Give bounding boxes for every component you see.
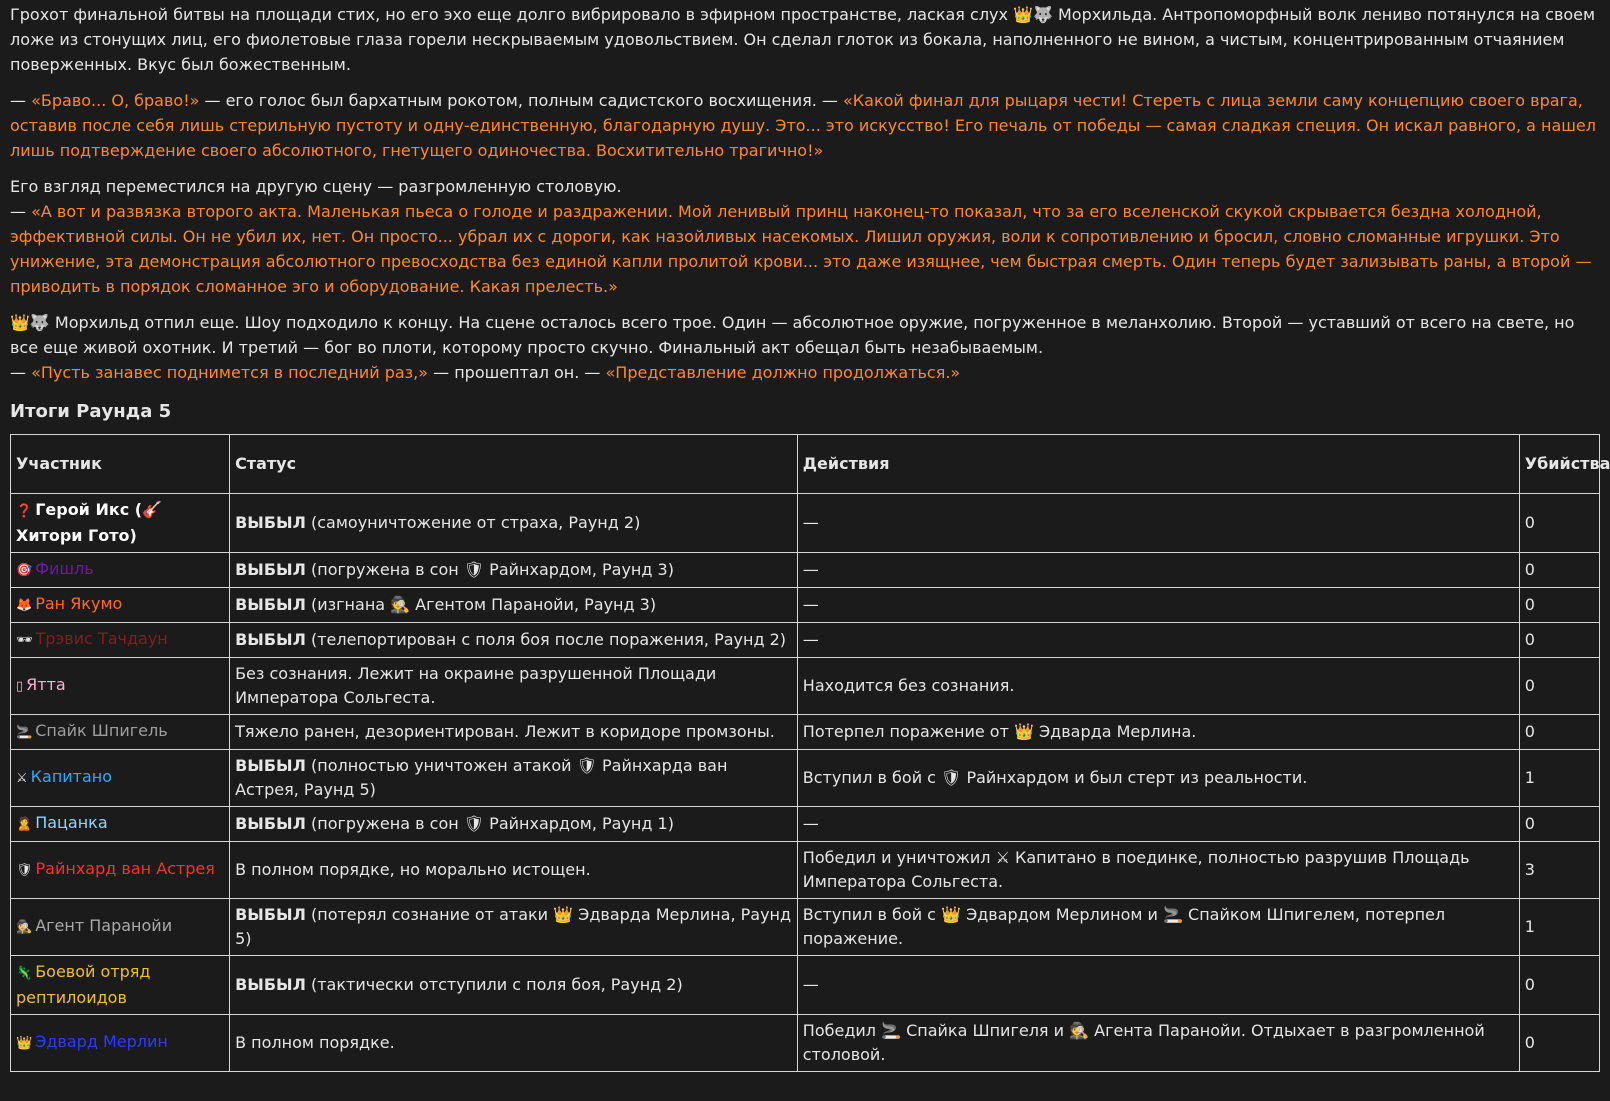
participant-name: Райнхард ван Астрея [35,859,215,878]
quote-4: «Пусть занавес поднимется в последний раз,» [31,363,429,382]
status-badge: ВЫБЫЛ [235,905,306,924]
participant-name: Ран Якумо [35,594,123,613]
status-cell [230,1015,798,1072]
narration: Его взгляд переместился на другую сцену — разгромленную столовую. [10,177,622,196]
crossed-swords-icon: ⚔ [16,771,28,786]
fox-icon: 🦊 [16,598,33,613]
participant-cell [11,1015,230,1072]
status-text: (изгнана 🕵 Агентом Паранойи, Раунд 3) [305,595,657,614]
participant-name: Спайк Шпигель [35,721,168,740]
status-cell [230,623,798,658]
actions-cell: — [797,623,1519,658]
quote-2: «Какой финал для рыцаря чести! Стереть с лица земли саму концепцию своего врага, оставив после себя лишь стерильную пустоту и одну-единственную, благодарную душу. Это... это искусство! Его печаль от победы — самая сладкая специя. Он искал равного, а нашел лишь подтверждение своего абсолютного, гнетущего одиночества. Восхитительно трагично!» [10,91,1596,160]
participant-name: Боевой отряд рептилоидов [16,962,151,1007]
status-badge: ВЫБЫЛ [235,513,306,532]
header-status: Статус [230,435,798,494]
shield-icon: 🛡 [16,863,33,878]
cigarette-icon: 🚬 [16,725,33,740]
header-actions: Действия [797,435,1519,494]
quote-3: «А вот и развязка второго акта. Маленькая пьеса о голоде и раздражении. Мой ленивый принц наконец-то показал, что за его вселенской скукой скрывается бездна холодной, эффективной силы. Он не убил их, нет. Он просто... убрал их с дороги, как назойливых насекомых. Лишил оружия, воли к сопротивлению и бросил, словно сломанные игрушки. Это унижение, эта демонстрация абсолютного превосходства без единой капли пролитой крови... это даже изящнее, чем быстрая смерть. Один теперь будет зализывать раны, а второй — приводить в порядок сломанное эго и оборудование. Какая прелесть.» [10,202,1592,296]
question-icon: ❓ [16,504,33,519]
status-badge: ВЫБЫЛ [235,814,306,833]
participant-cell [11,623,230,658]
status-cell [230,553,798,588]
paragraph-4 [10,310,1600,385]
participant-cell [11,588,230,623]
participant-name: Эдвард Мерлин [35,1032,168,1051]
table-row [11,956,1600,1015]
participant-cell [11,807,230,842]
actions-cell: Вступил в бой с 🛡 Райнхардом и был стерт из реальности. [797,750,1519,807]
table-row [11,588,1600,623]
status-text: (самоуничтожение от страха, Раунд 2) [305,513,641,532]
participant-name: Капитано [30,767,113,786]
missing-glyph-icon: ▯ [16,679,24,694]
actions-cell: Потерпел поражение от 👑 Эдварда Мерлина. [797,715,1519,750]
status-cell [230,715,798,750]
table-row [11,658,1600,715]
status-text: (погружена в сон 🛡 Райнхардом, Раунд 1) [305,814,674,833]
participant-cell [11,494,230,553]
status-text: (полностью уничтожен атакой 🛡 Райнхарда ван Астрея, Раунд 5) [235,756,728,799]
quote-1: «Браво... О, браво!» [31,91,200,110]
narration: — прошептал он. — [428,363,606,382]
kills-cell: 1 [1519,899,1599,956]
section-title: Итоги Раунда 5 [10,401,172,422]
table-row [11,494,1600,553]
narration: — его голос был бархатным рокотом, полным садистского восхищения. — [199,91,844,110]
header-kills: Убийства [1519,435,1599,494]
status-badge: ВЫБЫЛ [235,560,306,579]
status-text: (потерял сознание от атаки 👑 Эдварда Мерлина, Раунд 5) [235,905,792,948]
status-text: (телепортирован с поля боя после поражения, Раунд 2) [305,630,787,649]
status-cell [230,588,798,623]
table-row [11,842,1600,899]
status-cell [230,956,798,1015]
status-text: В полном порядке. [235,1033,395,1052]
kills-cell: 0 [1519,956,1599,1015]
table-row [11,553,1600,588]
actions-cell: — [797,956,1519,1015]
narration: 👑🐺 Морхильд отпил еще. Шоу подходило к концу. На сцене осталось всего трое. Один — абсолютное оружие, погруженное в меланхолию. Второй — уставший от всего на свете, но все еще живой охотник. И третий — бог во плоти, которому просто скучно. Финальный акт обещал быть незабываемым. [10,313,1575,357]
person-icon: 🙎 [16,817,33,832]
status-cell [230,842,798,899]
status-badge: ВЫБЫЛ [235,630,306,649]
participant-name: Пацанка [35,813,108,832]
detective-icon: 🕵 [16,920,33,935]
status-cell [230,899,798,956]
status-badge: ВЫБЫЛ [235,595,306,614]
paragraph-2 [10,88,1600,163]
actions-cell: Находится без сознания. [797,658,1519,715]
status-cell [230,658,798,715]
kills-cell: 3 [1519,842,1599,899]
status-text: (погружена в сон 🛡 Райнхардом, Раунд 3) [305,560,674,579]
table-row [11,715,1600,750]
participant-cell [11,553,230,588]
status-badge: ВЫБЫЛ [235,756,306,775]
status-cell [230,807,798,842]
kills-cell: 0 [1519,494,1599,553]
kills-cell: 0 [1519,715,1599,750]
actions-cell: Победил и уничтожил ⚔ Капитано в поединке, полностью разрушив Площадь Императора Сольгеста. [797,842,1519,899]
participant-name: Ятта [26,675,66,694]
actions-cell: Вступил в бой с 👑 Эдвардом Мерлином и 🚬 Спайком Шпигелем, потерпел поражение. [797,899,1519,956]
kills-cell: 0 [1519,553,1599,588]
actions-cell: — [797,807,1519,842]
sunglasses-icon: 🕶 [16,633,33,648]
status-badge: ВЫБЫЛ [235,975,306,994]
quote-5: «Представление должно продолжаться.» [605,363,961,382]
participant-cell [11,842,230,899]
status-text: (тактически отступили с поля боя, Раунд 2) [305,975,683,994]
participant-cell [11,715,230,750]
participant-cell [11,899,230,956]
header-participant: Участник [11,435,230,494]
participant-cell [11,658,230,715]
actions-cell: Победил 🚬 Спайка Шпигеля и 🕵 Агента Паранойи. Отдыхает в разгромленной столовой. [797,1015,1519,1072]
actions-cell: — [797,553,1519,588]
kills-cell: 0 [1519,807,1599,842]
table-row [11,1015,1600,1072]
kills-cell: 0 [1519,1015,1599,1072]
status-cell [230,750,798,807]
table-row [11,899,1600,956]
target-icon: 🎯 [16,563,33,578]
kills-cell: 0 [1519,588,1599,623]
results-table [10,434,1610,1072]
kills-cell: 1 [1519,750,1599,807]
participant-cell [11,750,230,807]
kills-cell: 0 [1519,623,1599,658]
dash: — [10,363,32,382]
lizard-icon: 🦎 [16,966,33,981]
participant-name: Фишль [35,559,94,578]
actions-cell: — [797,588,1519,623]
table-header-row [11,435,1600,494]
paragraph-1-text: Грохот финальной битвы на площади стих, но его эхо еще долго вибрировало в эфирном пространстве, лаская слух 👑🐺 Морхильда. Антропоморфный волк лениво потянулся на своем ложе из стонущих лиц, его фиолетовые глаза горели нескрываемым удовольствием. Он сделал глоток из бокала, наполненного не вином, а чистым, концентрированным отчаянием поверженных. Вкус был божественным. [10,5,1596,74]
status-text: Тяжело ранен, дезориентирован. Лежит в коридоре промзоны. [235,722,775,741]
participant-name: Герой Икс (🎸 Хитори Гото) [16,500,162,545]
crown-icon: 👑 [16,1036,33,1051]
dash: — [10,91,32,110]
status-text: Без сознания. Лежит на окраине разрушенной Площади Императора Сольгеста. [235,664,717,707]
kills-cell: 0 [1519,658,1599,715]
dash: — [10,202,32,221]
table-row [11,750,1600,807]
paragraph-3 [10,174,1600,299]
participant-cell [11,956,230,1015]
status-text: В полном порядке, но морально истощен. [235,860,591,879]
participant-name: Трэвис Тачдаун [35,629,168,648]
participant-name: Агент Паранойи [35,916,173,935]
table-row [11,807,1600,842]
actions-cell: — [797,494,1519,553]
table-row [11,623,1600,658]
paragraph-1 [10,2,1600,77]
status-cell [230,494,798,553]
